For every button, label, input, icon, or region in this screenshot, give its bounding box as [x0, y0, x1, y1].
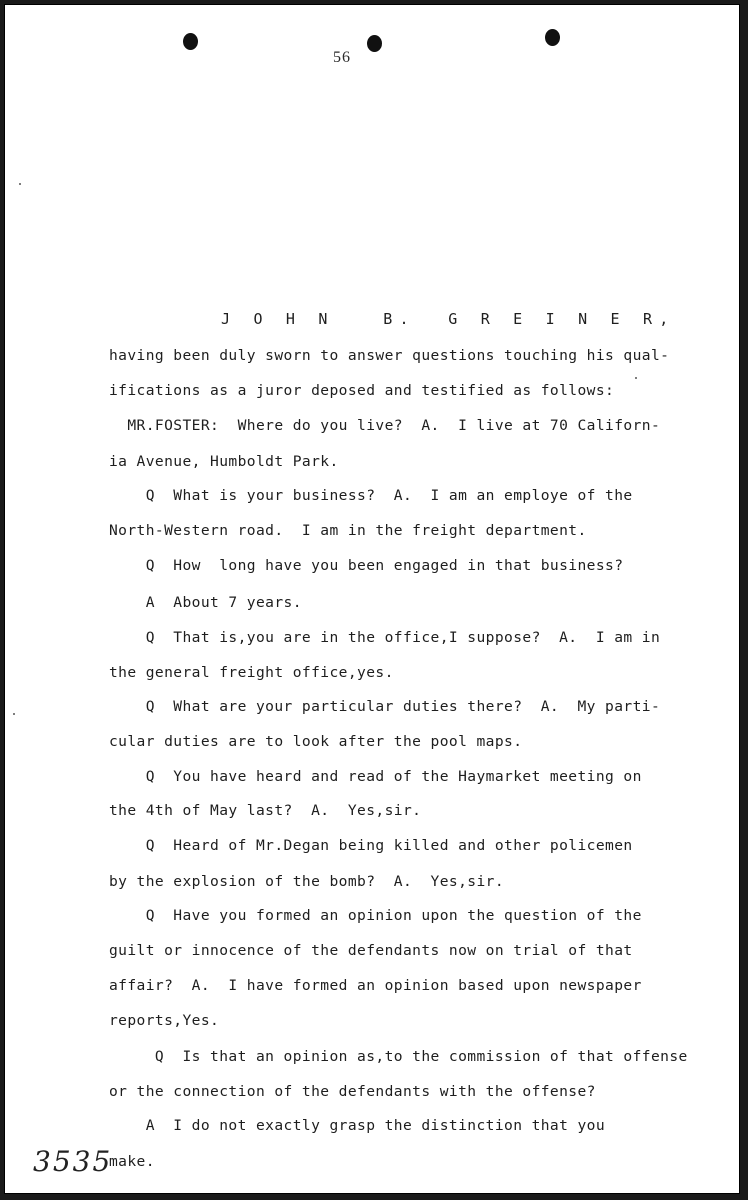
transcript-line: North-Western road. I am in the freight department.	[109, 522, 587, 539]
page-number: 56	[333, 49, 351, 66]
transcript-line: A I do not exactly grasp the distinction that you	[109, 1117, 606, 1134]
speck	[13, 713, 15, 715]
transcript-line: Q Heard of Mr.Degan being killed and other policemen	[109, 837, 633, 854]
transcript-line: the 4th of May last? A. Yes,sir.	[109, 802, 422, 819]
document-page	[4, 4, 740, 1194]
transcript-line: Q That is,you are in the office,I suppose? A. I am in	[109, 629, 661, 646]
transcript-line: Q Have you formed an opinion upon the question of the	[109, 907, 642, 924]
transcript-line: affair? A. I have formed an opinion based upon newspaper	[109, 977, 642, 994]
transcript-line: the general freight office,yes.	[109, 664, 394, 681]
transcript-line: cular duties are to look after the pool maps.	[109, 733, 523, 750]
transcript-line: Q How long have you been engaged in that business?	[109, 557, 624, 574]
transcript-line: make.	[109, 1153, 155, 1170]
transcript-line: ia Avenue, Humboldt Park.	[109, 453, 339, 470]
transcript-line: or the connection of the defendants with the offense?	[109, 1083, 596, 1100]
transcript-line: ifications as a juror deposed and testified as follows:	[109, 382, 615, 399]
transcript-line: by the explosion of the bomb? A. Yes,sir.	[109, 873, 505, 890]
speck	[19, 183, 21, 185]
transcript-line: A About 7 years.	[109, 594, 302, 611]
handwritten-page-annotation: 3535	[33, 1145, 113, 1178]
transcript-line: Q Is that an opinion as,to the commission of that offense	[109, 1048, 688, 1065]
transcript-line: having been duly sworn to answer questions touching his qual-	[109, 347, 670, 364]
witness-name-heading: J O H N B. G R E I N E R,	[221, 310, 676, 328]
transcript-line: reports,Yes.	[109, 1012, 220, 1029]
punch-hole	[183, 33, 198, 50]
punch-hole	[367, 35, 382, 52]
punch-hole	[545, 29, 560, 46]
transcript-line: Q What is your business? A. I am an employe of the	[109, 487, 633, 504]
transcript-line: guilt or innocence of the defendants now on trial of that	[109, 942, 633, 959]
transcript-line: Q What are your particular duties there? A. My parti-	[109, 698, 661, 715]
transcript-line: MR.FOSTER: Where do you live? A. I live at 70 Californ-	[109, 417, 661, 434]
speck	[635, 377, 637, 379]
transcript-line: Q You have heard and read of the Haymarket meeting on	[109, 768, 642, 785]
